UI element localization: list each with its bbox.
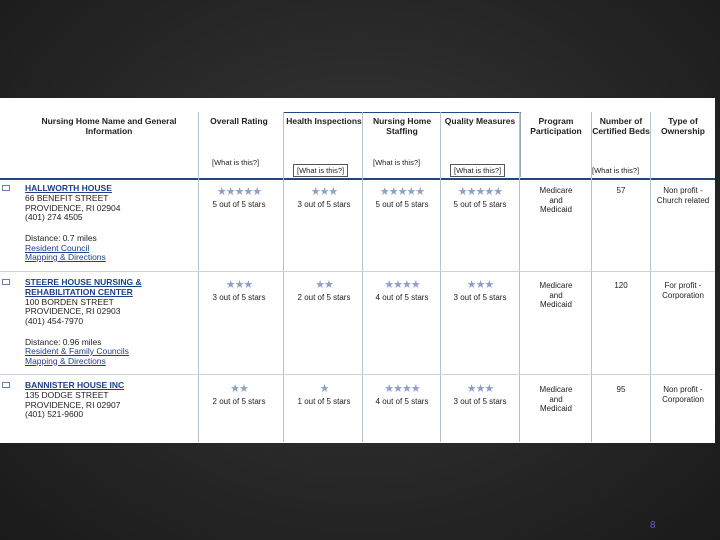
star-rating-icon: ★★★ [466, 279, 494, 291]
row-divider [0, 271, 715, 272]
what-is-this-staffing[interactable]: [What is this?] [373, 158, 421, 167]
rating-text: 3 out of 5 stars [297, 200, 351, 209]
star-rating-icon: ★★★ [225, 279, 253, 291]
program-line: Medicaid [539, 205, 572, 214]
header-program: Program Participation [530, 116, 582, 136]
facility-distance: Distance: 0.96 miles [25, 336, 102, 347]
col-divider [198, 112, 199, 442]
ownership-line: Corporation [662, 290, 704, 300]
ownership-line: Corporation [662, 394, 704, 404]
header-beds: Number of Certified Beds [592, 116, 650, 136]
facility-address: PROVIDENCE, RI 02903 [25, 306, 121, 316]
mapping-directions-link[interactable]: Mapping & Directions [25, 355, 106, 366]
facility-phone: (401) 521-9600 [25, 409, 84, 419]
what-is-this-beds[interactable]: [What is this?] [592, 166, 640, 175]
facility-address: 66 BENEFIT STREET [25, 193, 109, 203]
facility-phone: (401) 454-7970 [25, 315, 84, 326]
compare-checkbox[interactable] [2, 185, 10, 191]
rating-text: 1 out of 5 stars [297, 397, 351, 406]
program-participation [520, 385, 592, 414]
col-divider [283, 112, 284, 442]
header-overall-rating[interactable]: Overall Rating [210, 116, 268, 126]
program-line: Medicare [539, 186, 573, 195]
program-line: Medicare [539, 385, 573, 394]
ownership-line: Non profit - [663, 385, 703, 394]
program-line: Medicare [539, 281, 573, 290]
rating-text: 5 out of 5 stars [212, 200, 266, 209]
what-is-this-quality[interactable]: [What is this?] [450, 164, 505, 177]
ownership-type [650, 186, 715, 205]
rating-text: 5 out of 5 stars [453, 200, 507, 209]
header-name: Nursing Home Name and General Information [41, 116, 177, 136]
ownership-line: Non profit - [663, 186, 703, 195]
certified-beds: 120 [614, 281, 628, 290]
facility-address: PROVIDENCE, RI 02904 [25, 202, 121, 213]
rating-text: 2 out of 5 stars [297, 293, 351, 302]
compare-checkbox[interactable] [2, 279, 10, 285]
certified-beds: 57 [616, 186, 626, 195]
star-rating-icon: ★★ [315, 279, 333, 291]
program-line: Medicaid [539, 404, 572, 413]
facility-phone: (401) 274 4505 [25, 212, 83, 222]
slide-page-number: 8 [650, 520, 656, 531]
resident-council-link[interactable]: Resident Council [25, 242, 90, 253]
program-line: Medicaid [539, 300, 572, 309]
ownership-type [650, 385, 715, 404]
rating-text: 5 out of 5 stars [375, 200, 429, 209]
star-rating-icon: ★★★★★ [216, 186, 262, 198]
header-quality-measures[interactable]: Quality Measures [444, 116, 516, 126]
star-rating-icon: ★★★★★ [457, 186, 503, 198]
resident-family-councils-link[interactable]: Resident & Family Councils [25, 346, 129, 356]
facility-distance: Distance: 0.7 miles [25, 233, 97, 243]
ownership-line: For profit - [664, 281, 702, 290]
what-is-this-overall[interactable]: [What is this?] [212, 158, 260, 167]
certified-beds: 95 [616, 385, 626, 394]
star-rating-icon: ★ [319, 383, 329, 395]
ownership-type [650, 281, 715, 300]
rating-text: 3 out of 5 stars [212, 293, 266, 302]
compare-checkbox[interactable] [2, 382, 10, 388]
what-is-this-health[interactable]: [What is this?] [293, 164, 348, 177]
program-line: and [549, 290, 563, 300]
header-health-inspections[interactable]: Health Inspections [286, 116, 362, 126]
rating-text: 3 out of 5 stars [453, 293, 507, 302]
program-participation [520, 186, 592, 215]
header-divider [0, 178, 715, 180]
rating-text: 2 out of 5 stars [212, 397, 266, 406]
mapping-directions-link[interactable]: Mapping & Directions [25, 252, 106, 262]
star-rating-icon: ★★★★★ [379, 186, 425, 198]
star-rating-icon: ★★★ [466, 383, 494, 395]
facility-address: 100 BORDEN STREET [25, 296, 114, 307]
facility-name-link[interactable]: HALLWORTH HOUSE [25, 183, 112, 193]
facility-address: 135 DODGE STREET [25, 390, 109, 400]
ownership-line: Church related [656, 195, 710, 205]
facility-address: PROVIDENCE, RI 02907 [25, 399, 121, 410]
program-participation [520, 281, 592, 310]
star-rating-icon: ★★★ [310, 186, 338, 198]
facility-name-link[interactable]: BANNISTER HOUSE INC [25, 380, 125, 390]
header-staffing[interactable]: Nursing Home Staffing [372, 116, 432, 136]
row-divider [0, 374, 715, 375]
header-ownership: Type of Ownership [661, 116, 705, 136]
program-line: and [549, 394, 563, 404]
star-rating-icon: ★★★★ [384, 279, 420, 291]
facility-name-link[interactable]: STEERE HOUSE NURSING & REHABILITATION CENTER [25, 277, 142, 297]
rating-text: 4 out of 5 stars [375, 293, 429, 302]
program-line: and [549, 195, 563, 205]
rating-text: 3 out of 5 stars [453, 397, 507, 406]
star-rating-icon: ★★★★ [384, 383, 420, 395]
rating-text: 4 out of 5 stars [375, 397, 429, 406]
nursing-home-compare-table [0, 98, 715, 443]
star-rating-icon: ★★ [230, 383, 248, 395]
